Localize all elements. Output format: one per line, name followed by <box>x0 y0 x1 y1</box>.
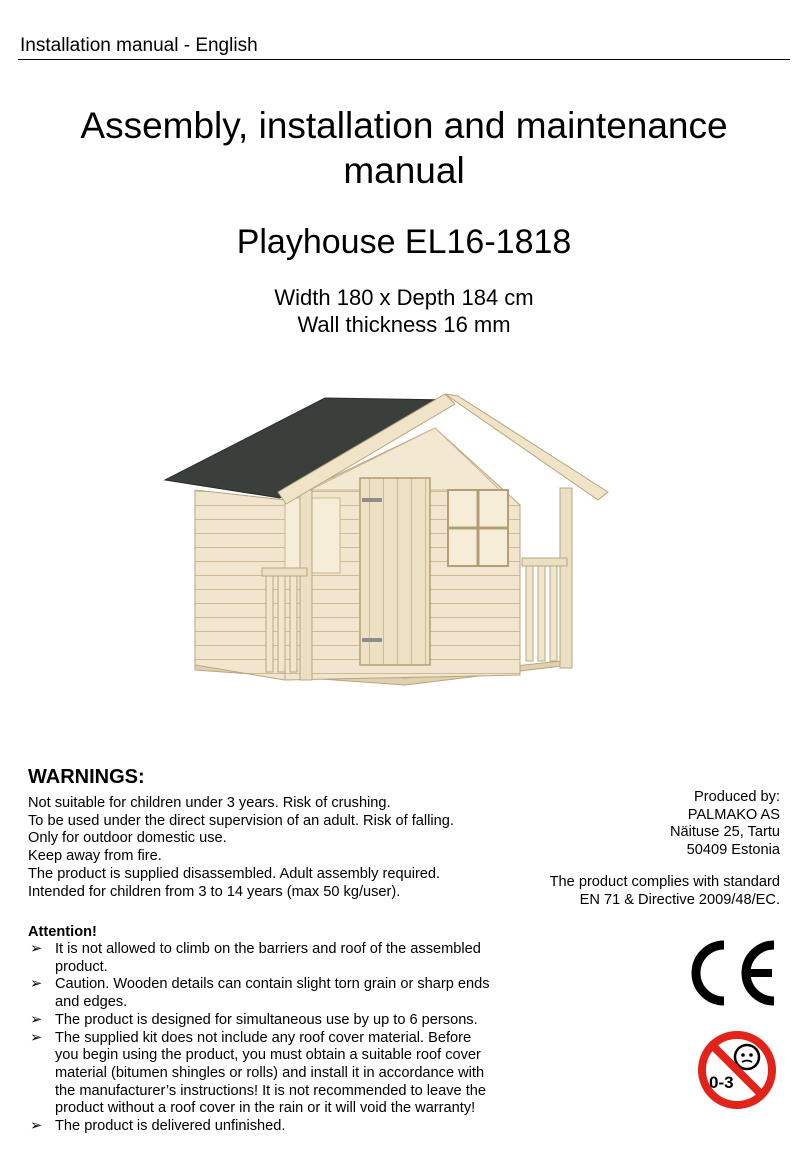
age-label: 0-3 <box>709 1073 734 1092</box>
warning-item: Intended for children from 3 to 14 years (max 50 kg/user). <box>28 883 401 900</box>
list-item <box>28 1030 498 1119</box>
standard-block <box>550 874 780 909</box>
list-item <box>28 976 498 1011</box>
title-line-2: manual <box>343 150 465 191</box>
attention-text: The supplied kit does not include any roof cover material. Before you begin using the product, you must obtain a suitable roof cover material (bitumen shingles or rolls) and install it in accordance with the manufacturer’s instructions! It is not recommended to leave the product without a roof cover in the rain or it will void the warranty! <box>55 1029 487 1117</box>
header-rule <box>18 59 790 60</box>
arrow-bullet-icon: ➢ <box>30 941 43 957</box>
dimensions-wall: Wall thickness 16 mm <box>297 312 511 337</box>
attention-text: It is not allowed to climb on the barriers and roof of the assembled product. <box>55 941 481 975</box>
document-title <box>0 103 808 193</box>
list-item <box>28 941 498 976</box>
producer-company: PALMAKO AS <box>687 806 780 823</box>
playhouse-illustration <box>160 380 630 700</box>
ce-mark-icon <box>688 937 780 1009</box>
attention-heading: Attention! <box>28 924 97 940</box>
producer-street: Näituse 25, Tartu <box>669 824 780 841</box>
list-item <box>28 1118 498 1136</box>
warnings-heading: WARNINGS: <box>28 766 145 788</box>
age-warning-icon <box>697 1030 777 1110</box>
arrow-bullet-icon: ➢ <box>30 1029 43 1046</box>
door <box>360 478 430 665</box>
arrow-bullet-icon: ➢ <box>30 976 43 993</box>
warning-item: Keep away from fire. <box>28 848 162 865</box>
producer-postal: 50409 Estonia <box>686 842 780 859</box>
attention-list <box>28 941 498 1136</box>
attention-text: The product is delivered unfinished. <box>55 1118 286 1135</box>
title-line-1: Assembly, installation and maintenance <box>80 105 728 146</box>
warning-item: Only for outdoor domestic use. <box>28 830 227 847</box>
warning-item: To be used under the direct supervision of an adult. Risk of falling. <box>28 812 454 829</box>
standard-line-1: The product complies with standard <box>549 874 780 890</box>
header-label: Installation manual - English <box>20 35 258 56</box>
attention-text: Caution. Wooden details can contain slight torn grain or sharp ends and edges. <box>55 976 490 1011</box>
product-name: Playhouse EL16-1818 <box>236 223 572 261</box>
arrow-bullet-icon: ➢ <box>30 1118 43 1135</box>
list-item <box>28 1012 498 1030</box>
arrow-bullet-icon: ➢ <box>30 1011 43 1028</box>
warnings-list <box>28 795 454 901</box>
attention-text: The product is designed for simultaneous use by up to 6 persons. <box>55 1011 478 1028</box>
producer-label: Produced by: <box>694 789 780 805</box>
standard-line-2: EN 71 & Directive 2009/48/EC. <box>579 891 780 908</box>
warning-item: The product is supplied disassembled. Adult assembly required. <box>28 865 441 882</box>
warning-item: Not suitable for children under 3 years. Risk of crushing. <box>28 795 391 811</box>
dimensions <box>0 284 808 338</box>
producer-block <box>670 789 780 860</box>
dimensions-size: Width 180 x Depth 184 cm <box>274 285 534 310</box>
